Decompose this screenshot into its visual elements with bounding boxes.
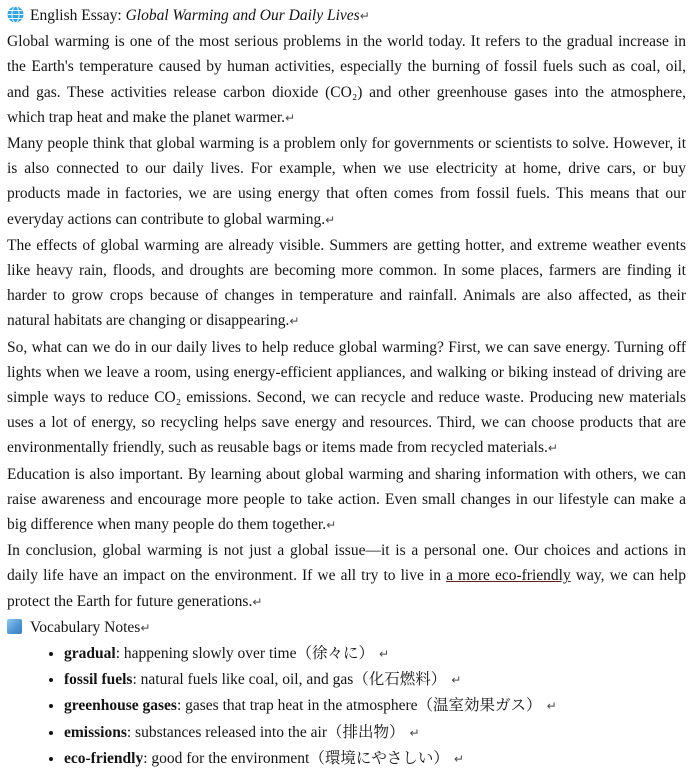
paragraph-intro bbox=[7, 29, 686, 131]
paragraph-text: Education is also important. By learning about global warming and sharing information with others, we can raise awareness and encourage more people to take action. Even small changes in our lifestyle can make a big difference when many people do them together. bbox=[7, 465, 686, 534]
vocab-heading-text: Vocabulary Notes bbox=[30, 618, 141, 636]
vocab-term: gradual bbox=[64, 645, 116, 663]
vocab-definition: : natural fuels like coal, oil, and gas（化石燃料） bbox=[132, 671, 447, 689]
paragraph-mark: ↵ bbox=[546, 699, 557, 714]
paragraph-mark: ↵ bbox=[285, 110, 296, 125]
vocab-item-fossil-fuels bbox=[64, 667, 686, 693]
vocab-definition: : happening slowly over time（徐々に） bbox=[115, 645, 374, 663]
paragraph-mark: ↵ bbox=[409, 725, 420, 740]
paragraph-effects bbox=[7, 233, 686, 335]
vocab-definition: : substances released into the air（排出物） bbox=[126, 723, 405, 741]
paragraph-mark: ↵ bbox=[453, 751, 464, 766]
paragraph-mark: ↵ bbox=[325, 212, 336, 227]
vocab-definition: : gases that trap heat in the atmosphere（温室効果ガス） bbox=[176, 697, 542, 715]
vocab-term: fossil fuels bbox=[64, 671, 133, 689]
essay-title-text: Global Warming and Our Daily Lives bbox=[125, 7, 360, 24]
paragraph-mark: ↵ bbox=[140, 620, 151, 635]
essay-title bbox=[7, 3, 686, 29]
paragraph-mark: ↵ bbox=[359, 9, 370, 23]
paragraph-conclusion bbox=[7, 538, 686, 615]
paragraph-mark: ↵ bbox=[451, 673, 462, 688]
vocab-term: emissions bbox=[64, 723, 127, 741]
paragraph-mark: ↵ bbox=[326, 518, 337, 533]
vocab-term: greenhouse gases bbox=[64, 697, 177, 715]
paragraph-text: Global warming is one of the most serious problems in the world today. It refers to the gradual increase in the Earth's temperature caused by human activities, especially the burning of fossil fuels such as coal, oil, and gas. These activities release carbon dioxide (CO₂) and other greenhouse gases into the atmosphere, which trap heat and make the planet warmer. bbox=[7, 33, 686, 126]
paragraph-education bbox=[7, 462, 686, 539]
paragraph-text: So, what can we do in our daily lives to help reduce global warming? First, we can save energy. Turning off lights when we leave a room, using energy-efficient appliances, and walking or biking instead of driving are simple ways to reduce CO₂ emissions. Second, we can recycle and reduce waste. Producing new materials uses a lot of energy, so recycling helps save energy and resources. Third, we can choose products that are environmentally friendly, such as reusable bags or items made from recycled materials. bbox=[7, 338, 686, 457]
eco-friendly-underlined-text: a more eco-friendly bbox=[446, 567, 571, 585]
paragraph-mark: ↵ bbox=[547, 441, 558, 456]
vocab-definition: : good for the environment（環境にやさしい） bbox=[143, 749, 449, 767]
vocab-list bbox=[7, 641, 686, 772]
paragraph-text: way, we can help protect the Earth for future generations. bbox=[7, 567, 687, 610]
vocab-term: eco-friendly bbox=[64, 749, 144, 767]
vocab-item-greenhouse-gases bbox=[64, 693, 686, 719]
paragraph-daily-lives bbox=[7, 131, 686, 233]
vocab-item-emissions bbox=[64, 720, 686, 746]
paragraph-text: In conclusion, global warming is not just a global issue—it is a personal one. Our choices and actions in daily life have an impact on the environment. If we all try to live in bbox=[7, 542, 686, 585]
vocab-item-eco-friendly bbox=[64, 746, 686, 772]
vocab-item-gradual bbox=[64, 641, 686, 667]
vocab-heading bbox=[7, 615, 686, 641]
paragraph-text: Many people think that global warming is a problem only for governments or scientists to solve. However, it is also connected to our daily lives. For example, when we use electricity at home, drive cars, or buy products made in factories, we are using energy that often comes from fossil fuels. This means that our everyday actions can contribute to global warming. bbox=[7, 135, 686, 228]
paragraph-mark: ↵ bbox=[252, 594, 263, 609]
globe-icon bbox=[7, 6, 24, 23]
paragraph-actions bbox=[7, 335, 686, 462]
blue-square-icon bbox=[7, 619, 22, 634]
paragraph-text: The effects of global warming are already visible. Summers are getting hotter, and extreme weather events like heavy rain, floods, and droughts are becoming more common. In some places, farmers are finding it harder to grow crops because of changes in temperature and rainfall. Animals are also affected, as their natural habitats are changing or disappearing. bbox=[7, 236, 686, 330]
essay-title-prefix: English Essay: bbox=[30, 7, 126, 24]
paragraph-mark: ↵ bbox=[289, 314, 300, 329]
paragraph-mark: ↵ bbox=[379, 647, 390, 662]
